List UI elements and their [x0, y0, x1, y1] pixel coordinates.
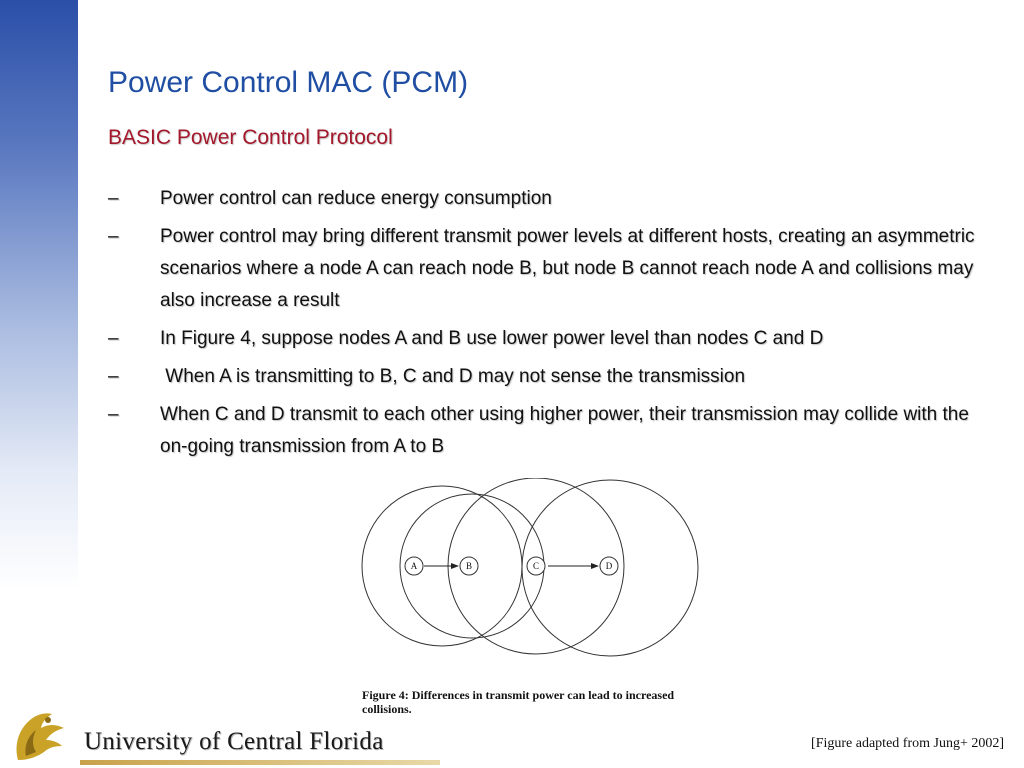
bullet-text: When A is transmitting to B, C and D may not sense the transmission	[160, 366, 746, 387]
bullet-item	[108, 361, 988, 393]
node-d	[600, 557, 618, 575]
node-a	[405, 557, 423, 575]
bullet-dash: –	[108, 404, 119, 425]
bullet-text: Power control may bring different transmit power levels at different hosts, creating an asymmetric scenarios where a node A can reach node B, but node B cannot reach node A and collisions may also increase a result	[160, 226, 975, 311]
bullet-item	[108, 183, 988, 215]
bullet-text: Power control can reduce energy consumption	[160, 188, 552, 209]
node-b-label: B	[465, 561, 473, 571]
node-a-label: A	[410, 561, 418, 571]
node-b	[460, 557, 478, 575]
footer-accent-bar	[80, 760, 440, 765]
figure-caption: Figure 4: Differences in transmit power can lead to increased collisions.	[362, 688, 675, 716]
pegasus-logo-icon	[8, 706, 70, 764]
bullet-text: In Figure 4, suppose nodes A and B use lower power level than nodes C and D	[160, 328, 824, 349]
transmit-range-diagram	[360, 478, 700, 663]
bullet-dash: –	[108, 188, 119, 209]
slide-subtitle: BASIC Power Control Protocol	[108, 126, 393, 149]
node-d-label: D	[605, 561, 613, 571]
bullet-list	[108, 183, 988, 469]
bullet-text: When C and D transmit to each other using higher power, their transmission may collide with the on-going transmission from A to B	[160, 404, 969, 457]
slide-title: Power Control MAC (PCM)	[108, 66, 469, 99]
bullet-item	[108, 399, 988, 463]
university-name: University of Central Florida	[84, 728, 384, 755]
bullet-dash: –	[108, 366, 119, 387]
node-c	[527, 557, 545, 575]
figure-source-note: [Figure adapted from Jung+ 2002]	[811, 736, 1004, 751]
node-c-label: C	[532, 561, 540, 571]
bullet-item	[108, 323, 988, 355]
bullet-dash: –	[108, 328, 119, 349]
sidebar-gradient	[0, 0, 78, 590]
bullet-item	[108, 221, 988, 317]
bullet-dash: –	[108, 226, 119, 247]
